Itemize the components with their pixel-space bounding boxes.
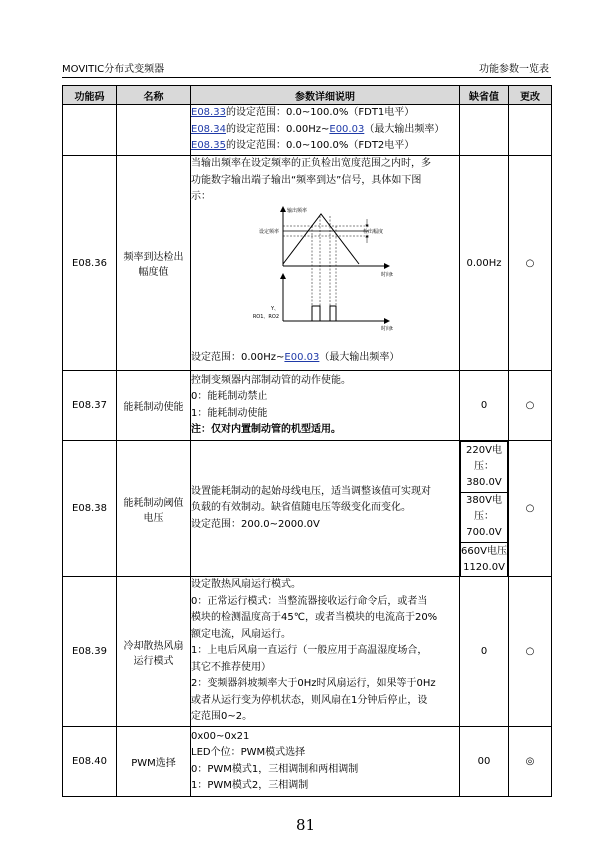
default-380v: 380V电 压： 700.0V [461,492,508,543]
relay-output-label: RO1、RO2 [252,313,279,320]
out-freq-label: 输出频率 [287,207,308,214]
param-code: E08.38 [63,441,117,577]
param-name: 能耗制动阈值 电压 [117,441,191,577]
param-desc: 0x00~0x21 LED个位：PWM模式选择 0：PWM模式1，三相调制和两相调制 1：PWM模式2，三相调制 [191,727,460,797]
table-row [63,577,552,727]
y-output-label: Y、 [270,305,279,312]
change-symbol: ○ [509,441,552,577]
table-row [63,371,552,441]
param-name: 冷却散热风扇 运行模式 [117,577,191,727]
note-text: 注：仅对内置制动管的机型适用。 [191,424,341,435]
set-freq-label: 设定频率 [258,228,279,235]
header-title: MOVITIC分布式变频器 [62,64,165,75]
param-desc: 当输出频率在设定频率的正负检出宽度范围之内时，多 功能数字输出端子输出“频率到达”信号，具体如下图 示： 输出频率 设定频率 检出幅度 时间t Y、 RO1、RO2 时间t 设定范围：0.00Hz~E00.03（最大输出频率） [191,156,460,371]
param-desc: 控制变频器内部制动管的动作使能。 0：能耗制动禁止 1：能耗制动使能 注：仅对内置制动管的机型适用。 [191,371,460,441]
param-link[interactable]: E00.03 [329,123,365,135]
page-number: 81 [295,816,316,834]
param-code: E08.37 [63,371,117,441]
param-desc: 设置能耗制动的起始母线电压，适当调整该值可实现对 负载的有效制动。缺省值随电压等级变化而变化。 设定范围：200.0~2000.0V [191,441,460,577]
table-header-row [63,86,552,105]
time-label-top: 时间t [381,271,393,278]
change-symbol: ○ [509,156,552,371]
time-label-bottom: 时间t [381,325,393,332]
param-link[interactable]: E08.33 [191,107,226,119]
default-value: 0 [460,371,509,441]
detect-width-label: 检出幅度 [363,228,384,235]
header-section: 功能参数一览表 [479,64,549,75]
col-desc-header: 参数详细说明 [191,86,460,105]
param-name: PWM选择 [117,727,191,797]
header-divider [62,77,551,78]
col-default-header: 缺省值 [460,86,509,105]
default-220v: 220V电 压： 380.0V [461,442,508,493]
table-row [63,441,552,577]
col-code-header: 功能码 [63,86,117,105]
parameter-table [62,85,552,797]
col-name-header: 名称 [117,86,191,105]
param-link[interactable]: E08.34 [191,123,226,135]
param-code: E08.40 [63,727,117,797]
frequency-arrival-diagram [191,206,453,346]
param-link[interactable]: E00.03 [284,351,320,363]
default-value: 00 [460,727,509,797]
default-value: 0.00Hz [460,156,509,371]
table-row [63,156,552,371]
change-symbol: ◎ [509,727,552,797]
table-row [63,727,552,797]
default-660v: 660V电压 1120.0V [461,543,508,577]
default-value-group [460,441,509,577]
param-code: E08.36 [63,156,117,371]
param-code: E08.39 [63,577,117,727]
param-name: 频率到达检出 幅度值 [117,156,191,371]
change-symbol: ○ [509,371,552,441]
col-change-header: 更改 [509,86,552,105]
param-desc: 设定散热风扇运行模式。 0：正常运行模式：当整流器接收运行命令后，或者当 模块的检测温度高于45℃，或者当模块的电流高于20% 额定电流，风扇运行。 1：上电后风扇一直运行（一般应用于高温湿度场合， 其它不推荐使用） 2：变频器斜坡频率大于0Hz时风扇运行，如果等于0Hz 或者从运行变为停机状态，则风扇在1分钟后停止，设 定范围0~2。 [191,577,460,727]
param-name: 能耗制动使能 [117,371,191,441]
default-value: 0 [460,577,509,727]
param-link[interactable]: E08.35 [191,140,226,152]
table-row: E08.33的设定范围：0.0~100.0%（FDT1电平） E08.34的设定范围：0.00Hz~E00.03（最大输出频率） E08.35的设定范围：0.0~100.0%（FDT2电平） [63,105,552,156]
change-symbol: ○ [509,577,552,727]
